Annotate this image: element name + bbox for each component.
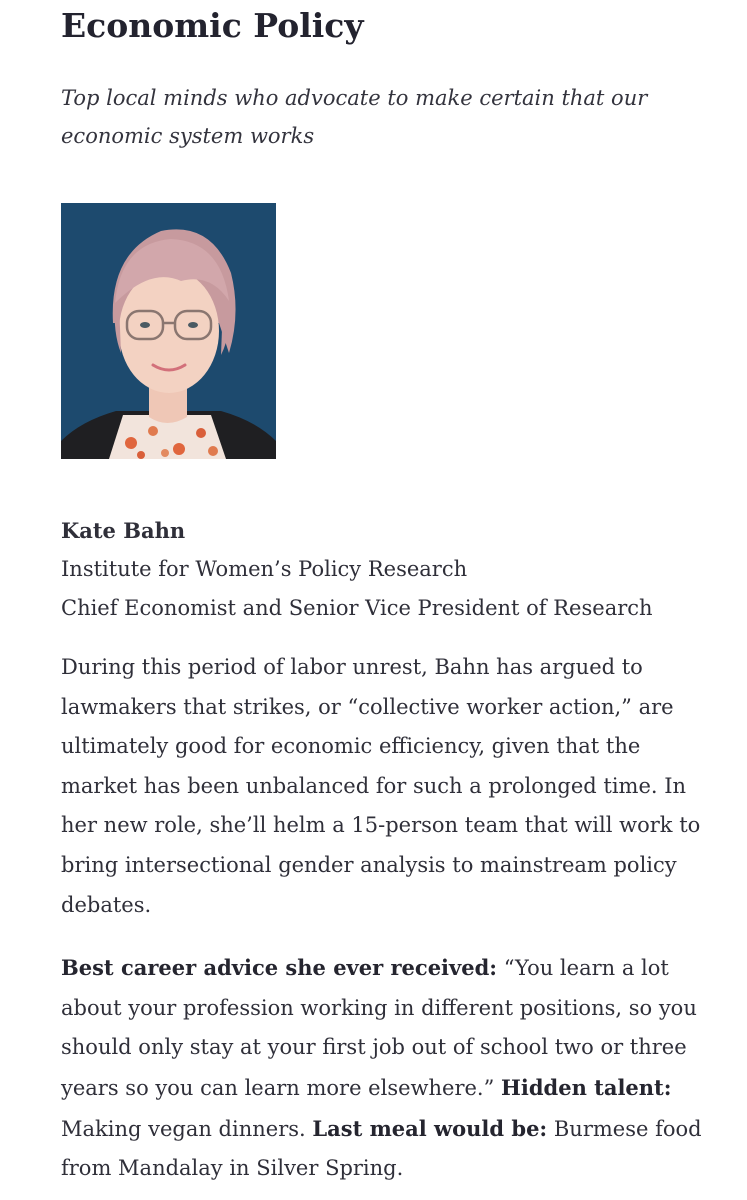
profile-qa — [61, 948, 709, 1189]
person-role: Chief Economist and Senior Vice President of Research — [61, 596, 653, 620]
section-title: Economic Policy — [61, 6, 364, 45]
advice-text: “You learn a lot about your profession working in different positions, so you should only stay at your first job out of school two or three years so you can learn more elsewhere.” — [61, 956, 697, 1100]
advice-label: Best career advice she ever received: — [61, 955, 498, 981]
person-name: Kate Bahn — [61, 518, 186, 543]
section-subtitle: Top local minds who advocate to make certain that our economic system works — [61, 86, 648, 148]
meal-text: Burmese food from Mandalay in Silver Spring. — [61, 1116, 702, 1181]
meal-label: Last meal would be: — [312, 1115, 548, 1141]
talent-label: Hidden talent: — [501, 1074, 672, 1100]
portrait-photo-icon — [61, 203, 276, 459]
profile-header — [61, 511, 707, 628]
talent-text: Making vegan dinners. — [61, 1116, 313, 1141]
person-organization: Institute for Women’s Policy Research — [61, 557, 468, 581]
profile-description: During this period of labor unrest, Bahn has argued to lawmakers that strikes, or “collective worker action,” are ultimately good for economic efficiency, given that the market has been unbalanced for such a prolonged time. In her new role, she’ll helm a 15-person team that will work to bring intersectional gender analysis to mainstream policy debates. — [61, 655, 701, 917]
